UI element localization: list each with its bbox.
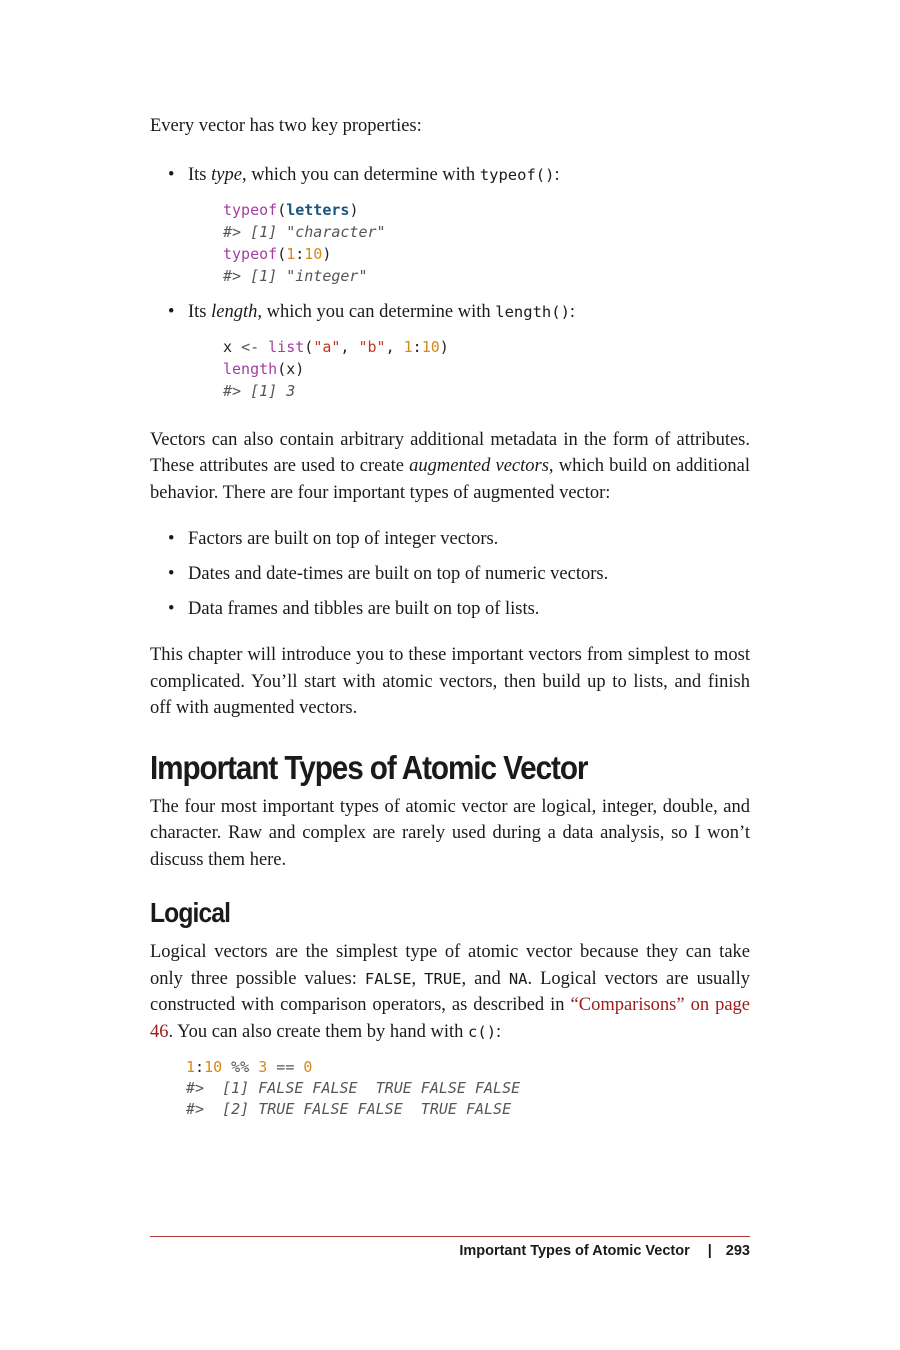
running-title: Important Types of Atomic Vector — [459, 1243, 690, 1259]
properties-list-2 — [150, 299, 750, 325]
logical-paragraph: Logical vectors are the simplest type of atomic vector because they can take only three possible values: FALSE, TRUE, and NA. Logical vectors are usually constructed with comparison operators, as described in “Comparisons” on page 46. You can also create them by hand with c(): — [150, 942, 751, 1042]
term-type: type — [211, 164, 242, 185]
page-number: 293 — [725, 1243, 750, 1259]
page-content — [150, 110, 750, 1120]
bullet-dot: • — [168, 301, 175, 322]
bullet-type: • Its type, which you can determine with typeof(): — [150, 162, 750, 188]
list-item: • Factors are built on top of integer vectors. — [150, 526, 750, 552]
bullet-length: • Its length, which you can determine with length(): — [150, 299, 750, 325]
footer-divider — [150, 1236, 750, 1237]
list-item: • Dates and date-times are built on top of numeric vectors. — [150, 561, 750, 587]
augmented-list — [150, 526, 750, 622]
comparisons-link[interactable]: “Comparisons” on page 46 — [150, 995, 750, 1042]
code-block-typeof: typeof(letters) #> [1] "character" typeof(1:10) #> [1] "integer" — [223, 200, 386, 286]
bullet-dot: • — [168, 599, 175, 620]
intro-paragraph: Every vector has two key properties: — [150, 116, 422, 136]
inline-code-length: length() — [495, 302, 570, 321]
atomic-paragraph: The four most important types of atomic vector are logical, integer, double, and character. Raw and complex are rarely used during a data analysis, so I won’t discuss them here. — [150, 796, 750, 870]
code-block-length: x <- list("a", "b", 1:10) length(x) #> [1] 3 — [223, 337, 449, 401]
attributes-paragraph: Vectors can also contain arbitrary additional metadata in the form of attributes. These attributes are used to create augmented vectors, which build on additional behavior. There are four important types of augmented vector: — [150, 429, 750, 503]
term-length: length — [211, 301, 258, 322]
inline-code-typeof: typeof() — [479, 165, 555, 184]
bullet-dot: • — [168, 164, 175, 185]
subsection-title: Logical — [150, 897, 231, 929]
code-block-logical: 1:10 %% 3 == 0 #> [1] FALSE FALSE TRUE FALSE FALSE #> [2] TRUE FALSE FALSE TRUE FALSE — [186, 1058, 521, 1119]
term-augmented-vectors: augmented vectors — [409, 456, 549, 477]
inline-code-c: c() — [468, 1022, 497, 1041]
inline-code-true: TRUE — [424, 969, 462, 988]
inline-code-false: FALSE — [364, 969, 412, 988]
page-footer — [150, 1243, 750, 1259]
inline-code-na: NA — [508, 969, 528, 988]
bullet-dot: • — [168, 529, 175, 550]
footer-separator: | — [707, 1243, 712, 1259]
bullet-dot: • — [168, 564, 175, 585]
list-item: • Data frames and tibbles are built on top of lists. — [150, 596, 750, 622]
properties-list — [150, 162, 750, 188]
chapter-paragraph: This chapter will introduce you to these important vectors from simplest to most complicated. You’ll start with atomic vectors, then build up to lists, and finish off with augmented vectors. — [150, 645, 750, 719]
section-title: Important Types of Atomic Vector — [150, 748, 588, 786]
